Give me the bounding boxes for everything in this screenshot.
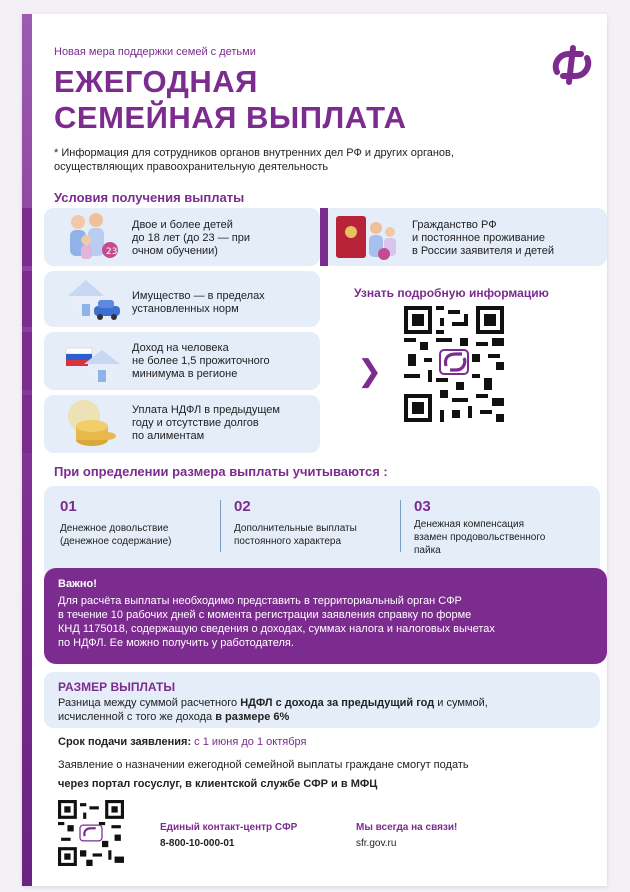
condition-text-income: Доход на человека не более 1,5 прожиточного минимума в регионе (132, 342, 270, 380)
factor-text: Денежное довольствие (денежное содержание) (60, 523, 172, 547)
factor-number: 02 (234, 498, 251, 515)
condition-text-citizenship: Гражданство РФ и постоянное проживание в России заявителя и детей (412, 219, 554, 257)
site-link[interactable]: sfr.gov.ru (356, 838, 397, 849)
card-accent-bar (22, 332, 32, 390)
page-title (54, 64, 407, 136)
factor-divider (400, 500, 401, 552)
svg-text:23: 23 (106, 247, 118, 257)
card-accent-bar (320, 208, 328, 266)
factor-text: Денежная компенсация взамен продовольственного пайка (414, 519, 546, 556)
sfr-logo-icon (549, 42, 595, 88)
how-to-apply: Заявление о назначении ежегодной семейной выплаты граждане смогут подать через портал госуслуг, в клиентской службе СФР и в МФЦ (58, 759, 469, 790)
family-icon (62, 210, 122, 264)
factor-divider (220, 500, 221, 552)
chevron-right-icon: ❯ (357, 355, 383, 388)
card-accent-bar (22, 271, 32, 327)
amount-body: Разница между суммой расчетного НДФЛ с дохода за предыдущий год и суммой, исчисленной с того же дохода в размере 6% (58, 697, 488, 723)
factor-number: 03 (414, 498, 431, 515)
payment-amount-panel (44, 672, 600, 728)
contact-center-label: Единый контакт-центр СФР (160, 822, 298, 833)
note-line-1: * Информация для сотрудников органов внутренних дел РФ и других органов, (54, 147, 454, 159)
title-line-1: ЕЖЕГОДНАЯ (54, 64, 258, 99)
passport-icon (332, 210, 402, 264)
factors-heading: При определении размера выплаты учитываются : (54, 464, 388, 479)
card-accent-bar (22, 395, 32, 453)
card-accent-bar (22, 208, 32, 266)
important-heading: Важно! (58, 578, 97, 590)
house-car-icon (62, 272, 124, 326)
important-body: Для расчёта выплаты необходимо представить в территориальный орган СФР в течение 10 рабочих дней с момента регистрации заявления справку по форме КНД 1175018, содержащую сведения о доходах, суммах налога и налоговых вычетах по НДФЛ. Ее можно получить у работодателя. (58, 595, 495, 649)
contact-phone[interactable]: 8-800-10-000-01 (160, 838, 235, 849)
application-deadline: Срок подачи заявления: с 1 июня до 1 октября (58, 736, 307, 748)
factor-number: 01 (60, 498, 77, 515)
condition-text-property: Имущество — в пределах установленных норм (132, 290, 265, 315)
house-flag-icon (62, 334, 124, 388)
condition-text-tax: Уплата НДФЛ в предыдущем году и отсутствие долгов по алиментам (132, 404, 280, 442)
title-line-2: СЕМЕЙНАЯ ВЫПЛАТА (54, 100, 407, 135)
qr-code-icon[interactable] (404, 306, 504, 422)
conditions-heading: Условия получения выплаты (54, 190, 245, 205)
important-notice (44, 568, 607, 664)
site-label: Мы всегда на связи! (356, 822, 458, 833)
factors-panel (44, 486, 600, 578)
amount-heading: РАЗМЕР ВЫПЛАТЫ (58, 680, 176, 694)
note-line-2: осуществляющих правоохранительную деятельность (54, 161, 329, 173)
factor-text: Дополнительные выплаты постоянного характера (234, 523, 357, 547)
more-info-heading: Узнать подробную информацию (354, 286, 549, 300)
kicker-text: Новая мера поддержки семей с детьми (54, 46, 256, 58)
audience-note (54, 146, 574, 174)
condition-text-children: Двое и более детей до 18 лет (до 23 — при очном обучении) (132, 219, 250, 257)
coins-icon (62, 396, 124, 452)
leaflet-page (22, 14, 607, 886)
footer-qr-code-icon[interactable] (58, 800, 124, 866)
